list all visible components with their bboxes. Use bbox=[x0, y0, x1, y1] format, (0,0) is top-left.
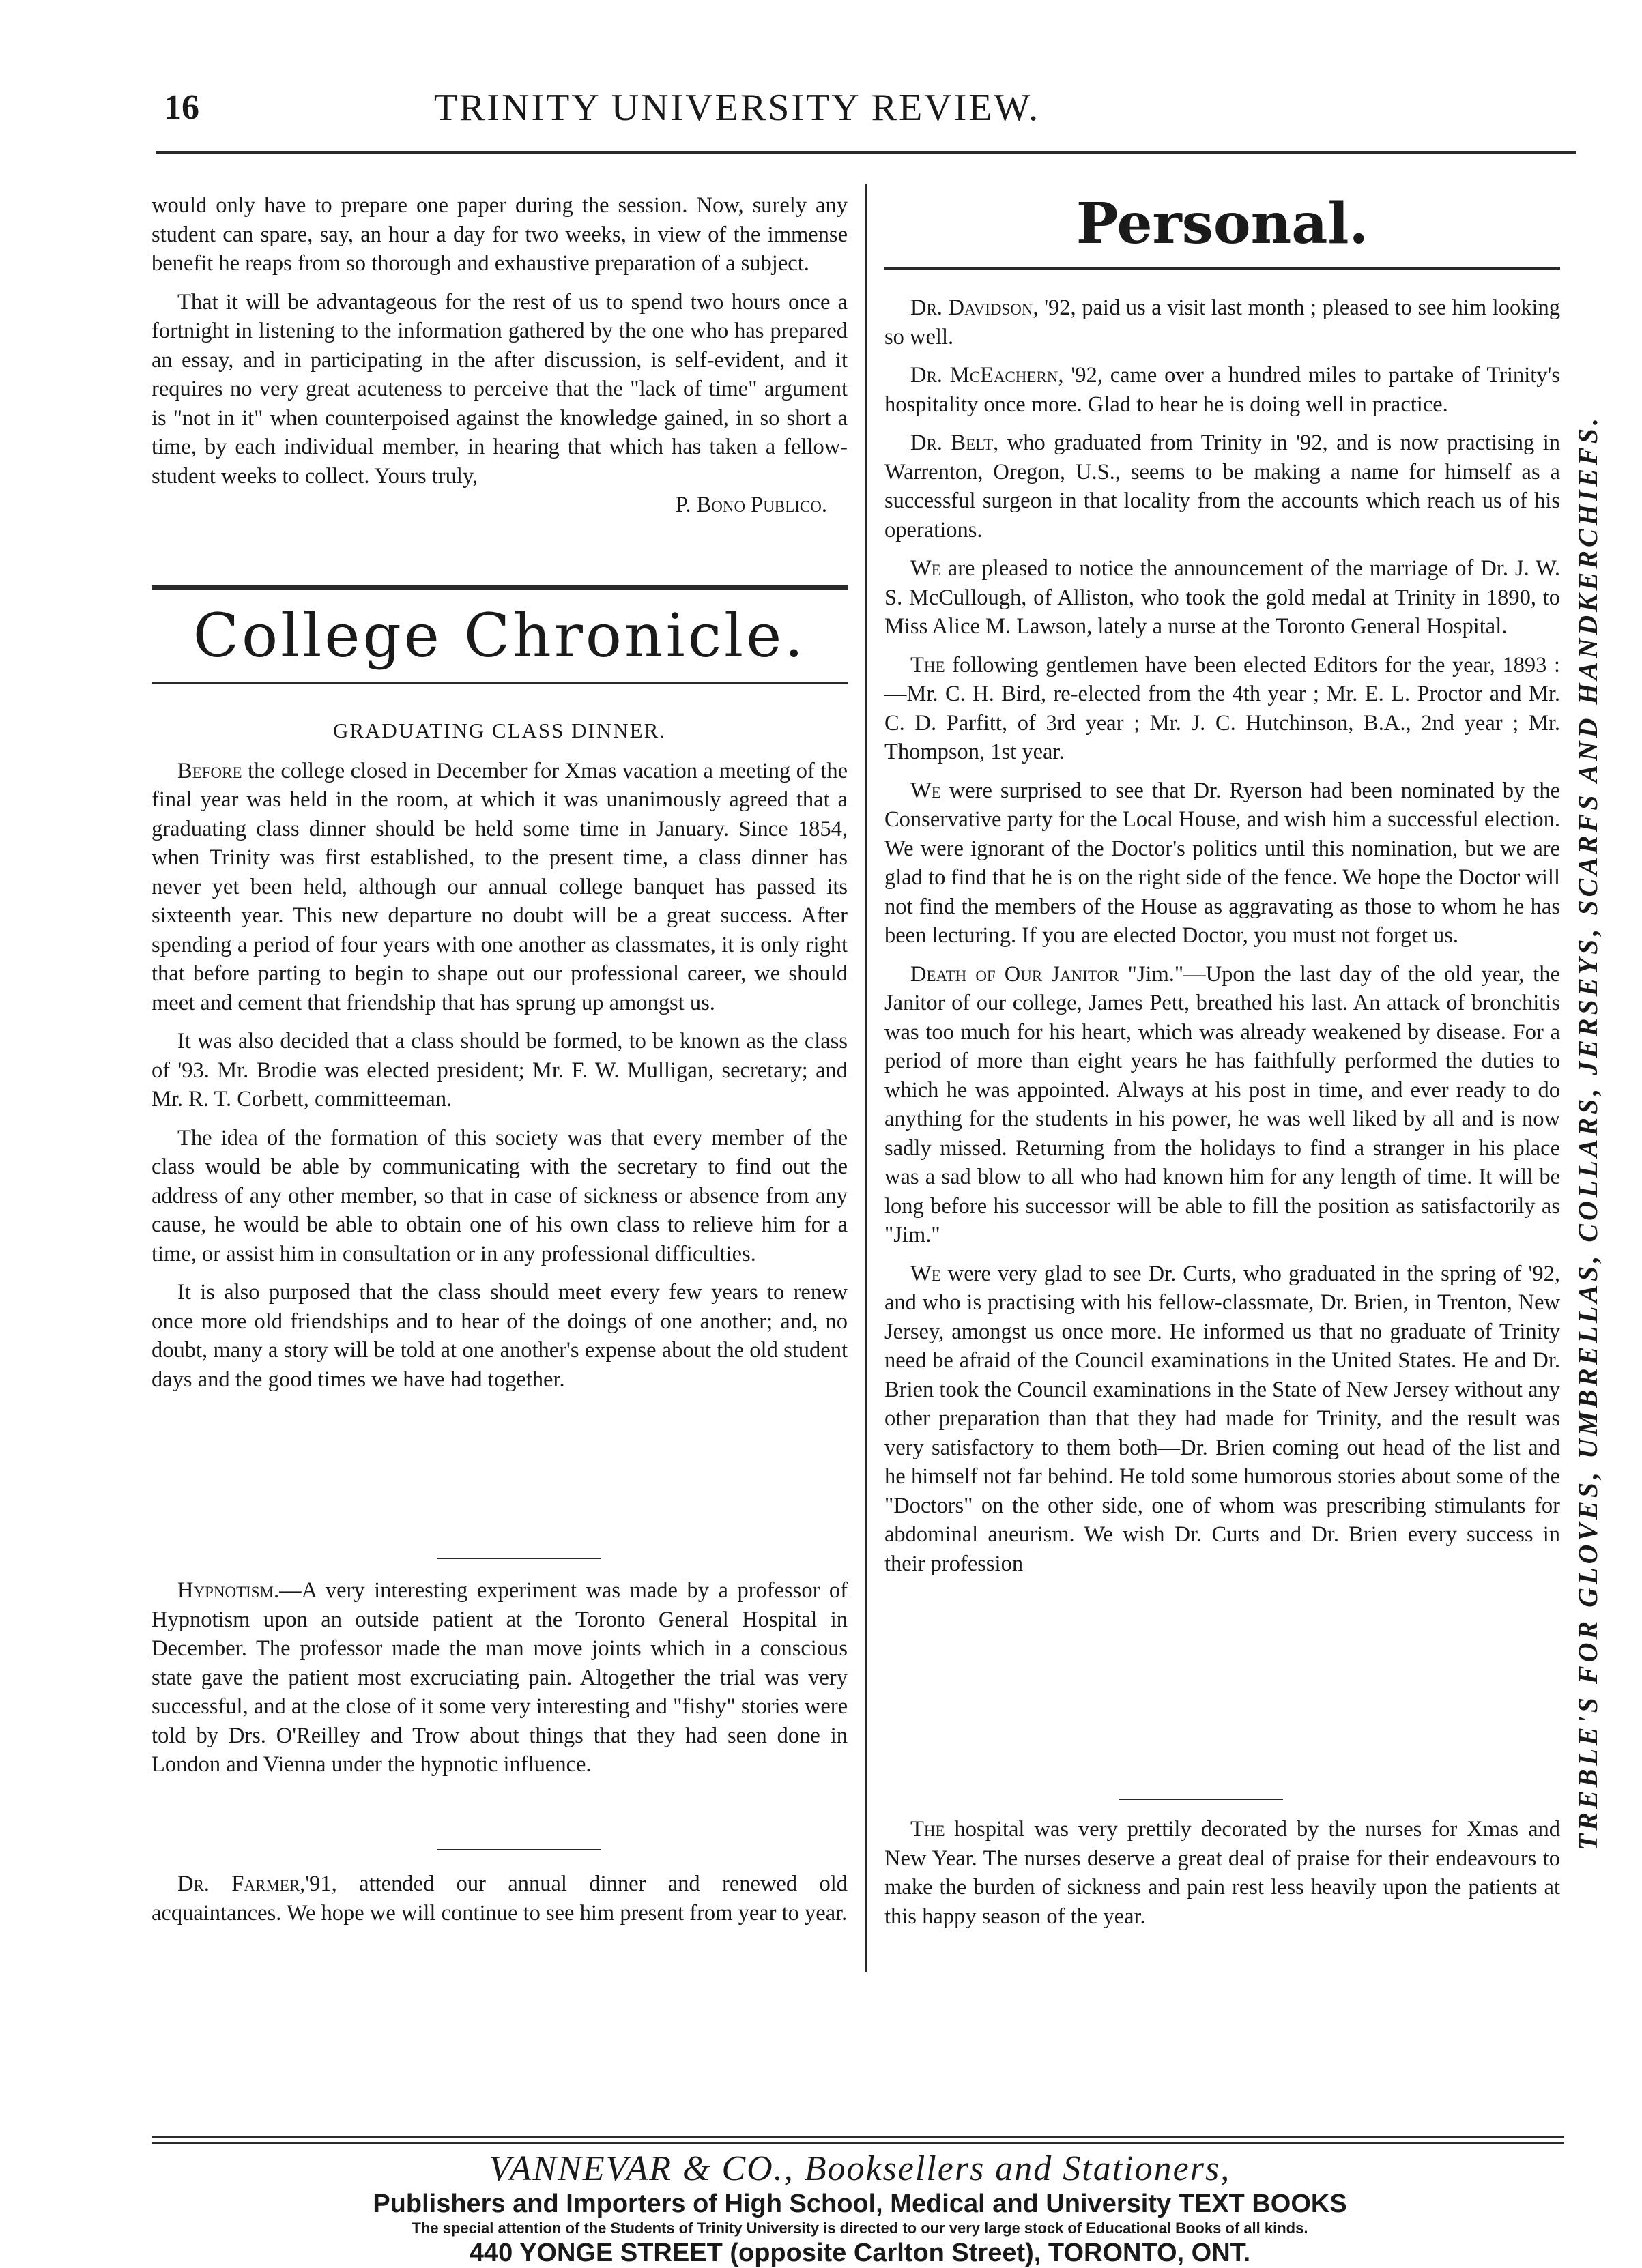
lead-word: We bbox=[910, 778, 941, 803]
article-paragraph: The idea of the formation of this society was that every member of the class would be able by communicating with the secretary to find out the address of any other member, so that in case of sickness or absence from any cause, he would be able to obtain one of his own class to relieve him for a time, or assist him in consultation or in any professional difficulties. bbox=[152, 1125, 848, 1266]
personal-item bbox=[884, 776, 1560, 950]
ad-publishers-line: Publishers and Importers of High School, Medical and University TEXT BOOKS bbox=[373, 2190, 1347, 2218]
lead-word: Dr. McEachern, bbox=[910, 363, 1064, 388]
footer-rule bbox=[152, 2142, 1564, 2144]
chronicle-column bbox=[152, 716, 848, 1404]
article-text: —A very interesting experiment was made by a professor of Hypnotism upon an outside patient at the Toronto General Hospital in December. The professor made the man move joints which in a conscious state gave the patient most excruciating pain. Altogether the trial was very successful, and at the close of it some very interesting and "fishy" stories were told by Drs. O'Reilley and Trow about things that they had seen done in London and Vienna under the hypnotic influence. bbox=[152, 1578, 848, 1777]
personal-item bbox=[884, 428, 1560, 544]
article-text: '91, attended our annual dinner and renewed old acquaintances. We hope we will continue to see him present from year to year. bbox=[152, 1872, 848, 1925]
lead-word: We bbox=[910, 1261, 941, 1286]
item-text: '92, paid us a visit last month ; pleased to see him looking so well. bbox=[884, 295, 1560, 349]
section-rule bbox=[884, 267, 1560, 270]
item-text: were surprised to see that Dr. Ryerson had been nominated by the Conservative party for the Local House, and wish him a successful election. We were ignorant of the Doctor's politics until this nomination, but we are glad to find that he is on the right side of the fence. We hope the Doctor will not find the members of the House as aggravating as those to whom he has been lecturing. If you are elected Doctor, you must not forget us. bbox=[884, 778, 1560, 948]
lead-word: We bbox=[910, 556, 941, 581]
short-rule bbox=[437, 1849, 601, 1850]
lead-word: The bbox=[910, 652, 945, 678]
hospital-item bbox=[884, 1815, 1560, 1940]
ad-address-line: 440 YONGE STREET (opposite Carlton Street), TORONTO, ONT. bbox=[469, 2239, 1251, 2267]
footer-rule bbox=[152, 2136, 1564, 2138]
personal-item bbox=[884, 1260, 1560, 1579]
letter-paragraph: would only have to prepare one paper during the session. Now, surely any student can spare, say, an hour a day for two weeks, in view of the immense benefit he reaps from so thorough and exhaustive preparation of a subject. bbox=[152, 193, 848, 276]
lead-word: Before bbox=[177, 758, 242, 783]
ad-headline: VANNEVAR & CO., Booksellers and Stationers, bbox=[489, 2149, 1231, 2188]
side-advertisement: TREBLE'S FOR GLOVES, UMBRELLAS, COLLARS, JERSEYS, SCARFS AND HANDKERCHIEFS. bbox=[1572, 414, 1603, 1851]
header-rule bbox=[156, 151, 1576, 154]
article-paragraph bbox=[152, 1576, 848, 1779]
item-text: '92, came over a hundred miles to partake of Trinity's hospitality once more. Glad to hear he is doing well in practice. bbox=[884, 363, 1561, 417]
item-text: "Jim."—Upon the last day of the old year, the Janitor of our college, James Pett, breathed his last. An attack of bronchitis was too much for his heart, which was already weakened by disease. For a period of more than eight years he has faithfully performed the duties to which he was appointed. Always at his post in time, and ever ready to do anything for the students in his power, he was well liked by all and is now sadly missed. Returning from the holidays to find a stranger in his place was a sad blow to all who had known him for any length of time. It will be long before his successor will be able to fill the position as satisfactorily as "Jim." bbox=[884, 961, 1561, 1247]
article-paragraph bbox=[152, 757, 848, 1018]
ad-notice-line: The special attention of the Students of Trinity University is directed to our very large stock of Educational Books of all kinds. bbox=[412, 2220, 1308, 2237]
article-paragraph: It is also purposed that the class should meet every few years to renew once more old friendships and to hear of the doings of one another; and, no doubt, many a story will be told at one another's expense about the old student days and the good times we have had together. bbox=[152, 1280, 848, 1392]
bookseller-advertisement bbox=[136, 2149, 1583, 2267]
hypnotism-item bbox=[152, 1576, 848, 1789]
page-number: 16 bbox=[164, 88, 199, 127]
personal-item bbox=[884, 1815, 1560, 1931]
personal-item bbox=[884, 960, 1560, 1250]
article-text: the college closed in December for Xmas vacation a meeting of the final year was held in the room, at which it was unanimously agreed that a graduating class dinner should be held some time in January. Since 1854, when Trinity was first established, to the present time, a class dinner has never yet been held, although our annual college banquet has passed its sixteenth year. This new departure no doubt will be a great success. After spending a period of four years with one another as classmates, it is only right that before parting to begin to shape out our professional career, we should meet and cement that friendship that has sprung up amongst us. bbox=[152, 758, 848, 1015]
farmer-item bbox=[152, 1870, 848, 1937]
letter-closing: Yours truly, bbox=[374, 463, 478, 489]
lead-word: Dr. Davidson, bbox=[910, 295, 1039, 320]
lead-word: The bbox=[910, 1817, 945, 1842]
personal-item bbox=[884, 361, 1560, 419]
lead-word: Dr. Belt, bbox=[910, 431, 999, 455]
article-paragraph: It was also decided that a class should be formed, to be known as the class of '93. Mr. Brodie was elected president; Mr. F. W. Mulligan, secretary; and Mr. R. T. Corbett, committeeman. bbox=[152, 1029, 848, 1111]
letter-column bbox=[152, 191, 848, 529]
letter-signature: P. Bono Publico. bbox=[675, 493, 827, 517]
article-paragraph bbox=[152, 1870, 848, 1928]
personal-item bbox=[884, 293, 1560, 351]
personal-item bbox=[884, 651, 1560, 767]
column-divider bbox=[865, 184, 867, 1972]
short-rule bbox=[1119, 1799, 1283, 1800]
personal-column bbox=[884, 293, 1560, 1588]
item-text: who graduated from Trinity in '92, and is now practising in Warrenton, Oregon, U.S., seems to be making a name for himself as a successful surgeon in that locality from the accounts which reach us of his operations. bbox=[884, 431, 1560, 542]
lead-word: Death of Our Janitor bbox=[910, 961, 1119, 987]
item-text: hospital was very prettily decorated by the nurses for Xmas and New Year. The nurses deserve a great deal of praise for their endeavours to make the burden of sickness and pain rest less heavily upon the patients at this happy season of the year. bbox=[884, 1817, 1561, 1929]
lead-word: Hypnotism. bbox=[177, 1578, 280, 1603]
section-title-personal: Personal. bbox=[1076, 191, 1369, 257]
item-text: were very glad to see Dr. Curts, who graduated in the spring of '92, and who is practising with his fellow-classmate, Dr. Brien, in Trenton, New Jersey, amongst us once more. He informed us that no graduate of Trinity need be afraid of the Council examinations in the United States. He and Dr. Brien took the Council examinations in the State of New Jersey without any other preparation than that they had made for Trinity, and the result was very satisfactory to them both—Dr. Brien coming out head of the list and he himself not far behind. He told some humorous stories about some of the "Doctors" on the other side, one of whom was prescribing stimulants for abdominal aneurism. We wish Dr. Curts and Dr. Brien every success in their profession bbox=[884, 1261, 1561, 1576]
section-title-college-chronicle: College Chronicle. bbox=[192, 600, 807, 671]
personal-item bbox=[884, 554, 1560, 641]
section-rule bbox=[152, 682, 848, 684]
short-rule bbox=[437, 1558, 601, 1559]
letter-paragraph bbox=[152, 288, 848, 491]
item-text: following gentlemen have been elected Editors for the year, 1893 :—Mr. C. H. Bird, re-elected from the 4th year ; Mr. E. L. Proctor and Mr. C. D. Parfitt, of 3rd year ; Mr. J. C. Hutchinson, B.A., 2nd year ; Mr. Thompson, 1st year. bbox=[884, 652, 1561, 764]
lead-word: Dr. Farmer, bbox=[177, 1872, 306, 1896]
letter-text: That it will be advantageous for the rest of us to spend two hours once a fortnight in listening to the information gathered by the one who has prepared an essay, and in participating in the after discussion, is self-evident, and it requires no very great acuteness to perceive that the "lack of time" argument is "not in it" when counterpoised against the knowledge gained, in so short a time, by each individual member, in hearing that which has taken a fellow-student weeks to collect. bbox=[152, 289, 848, 489]
item-text: are pleased to notice the announcement of the marriage of Dr. J. W. S. McCullough, of Alliston, who took the gold medal at Trinity in 1890, to Miss Alice M. Lawson, lately a nurse at the Toronto General Hospital. bbox=[884, 556, 1560, 639]
section-rule bbox=[152, 585, 848, 590]
masthead-title: TRINITY UNIVERSITY REVIEW. bbox=[433, 87, 1041, 129]
subheading: GRADUATING CLASS DINNER. bbox=[332, 718, 667, 742]
